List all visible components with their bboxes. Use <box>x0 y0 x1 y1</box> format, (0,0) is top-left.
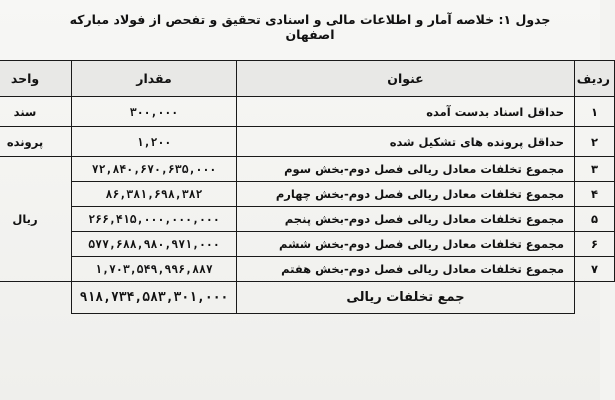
total-unit-spacer <box>0 282 72 314</box>
row-unit-merged: ریال <box>0 157 72 282</box>
row-amount: ۷۲,۸۴۰,۶۷۰,۶۳۵,۰۰۰ <box>72 157 237 182</box>
row-title: مجموع تخلفات معادل ریالی فصل دوم-بخش چهارم <box>237 182 575 207</box>
row-amount: ۳۰۰,۰۰۰ <box>72 97 237 127</box>
row-title: مجموع تخلفات معادل ریالی فصل دوم-بخش هفتم <box>237 257 575 282</box>
total-row <box>0 282 615 314</box>
row-number: ۶ <box>575 232 615 257</box>
row-number: ۷ <box>575 257 615 282</box>
table-row <box>0 97 615 127</box>
table-row <box>0 182 615 207</box>
row-title: حداقل پرونده های تشکیل شده <box>237 127 575 157</box>
row-title: حداقل اسناد بدست آمده <box>237 97 575 127</box>
summary-table <box>0 60 615 314</box>
header-title: عنوان <box>237 61 575 97</box>
row-amount: ۸۶,۳۸۱,۶۹۸,۳۸۲ <box>72 182 237 207</box>
row-unit: سند <box>0 97 72 127</box>
table-row <box>0 257 615 282</box>
header-unit: واحد <box>0 61 72 97</box>
row-number: ۱ <box>575 97 615 127</box>
table-row <box>0 127 615 157</box>
header-row-number: ردیف <box>575 61 615 97</box>
total-label: جمع تخلفات ریالی <box>237 282 575 314</box>
row-number: ۵ <box>575 207 615 232</box>
row-amount: ۱,۷۰۳,۵۴۹,۹۹۶,۸۸۷ <box>72 257 237 282</box>
header-row <box>0 61 615 97</box>
row-title: مجموع تخلفات معادل ریالی فصل دوم-بخش پنجم <box>237 207 575 232</box>
row-unit: پرونده <box>0 127 72 157</box>
row-amount: ۵۷۷,۶۸۸,۹۸۰,۹۷۱,۰۰۰ <box>72 232 237 257</box>
table-row <box>0 232 615 257</box>
header-amount: مقدار <box>72 61 237 97</box>
row-title: مجموع تخلفات معادل ریالی فصل دوم-بخش ششم <box>237 232 575 257</box>
row-amount: ۱,۲۰۰ <box>72 127 237 157</box>
row-number: ۴ <box>575 182 615 207</box>
table-row <box>0 157 615 182</box>
row-title: مجموع تخلفات معادل ریالی فصل دوم-بخش سوم <box>237 157 575 182</box>
row-number: ۲ <box>575 127 615 157</box>
total-row-spacer <box>575 282 615 314</box>
total-amount: ۹۱۸,۷۳۴,۵۸۳,۳۰۱,۰۰۰ <box>72 282 237 314</box>
table-row <box>0 207 615 232</box>
table-caption: جدول ۱: خلاصه آمار و اطلاعات مالی و اسنادی تحقیق و تفحص از فولاد مبارکه اصفهان <box>69 12 551 42</box>
row-number: ۳ <box>575 157 615 182</box>
row-amount: ۲۶۶,۴۱۵,۰۰۰,۰۰۰,۰۰۰ <box>72 207 237 232</box>
